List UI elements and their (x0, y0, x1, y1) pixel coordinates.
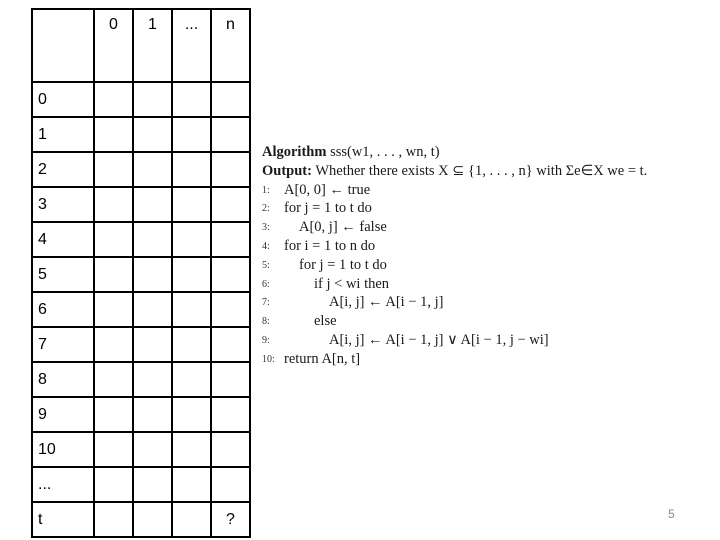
column-header: 1 (133, 9, 172, 82)
row-header: 9 (32, 397, 94, 432)
table-cell (172, 82, 211, 117)
table-cell (211, 362, 250, 397)
table-cell (172, 257, 211, 292)
algorithm-line (262, 256, 712, 275)
table-cell (133, 502, 172, 537)
table-cell (94, 82, 133, 117)
output-text: Whether there exists X ⊆ {1, . . . , n} with Σe∈X we = t. (315, 162, 648, 179)
row-header: 1 (32, 117, 94, 152)
table-cell (133, 467, 172, 502)
line-number: 5: (262, 259, 270, 271)
line-text: A[0, j] ← false (299, 219, 387, 236)
table-cell (211, 257, 250, 292)
line-number: 1: (262, 184, 270, 196)
dp-table-body (32, 9, 250, 537)
algorithm-line (262, 312, 712, 331)
table-cell (133, 187, 172, 222)
algorithm-line (262, 199, 712, 218)
table-cell (172, 467, 211, 502)
algorithm-lines (262, 181, 712, 369)
table-cell (133, 362, 172, 397)
table-cell (211, 117, 250, 152)
row-header: 8 (32, 362, 94, 397)
table-row (32, 502, 250, 537)
table-cell (94, 117, 133, 152)
algorithm-header (262, 143, 712, 162)
table-cell (211, 467, 250, 502)
row-header: 4 (32, 222, 94, 257)
table-cell (211, 222, 250, 257)
row-header: 2 (32, 152, 94, 187)
algorithm-line (262, 181, 712, 200)
table-cell (94, 327, 133, 362)
algorithm-output (262, 162, 712, 181)
line-text: else (314, 313, 337, 330)
table-cell (211, 327, 250, 362)
table-cell (133, 152, 172, 187)
line-text: for i = 1 to n do (284, 237, 376, 254)
table-cell (94, 432, 133, 467)
table-cell (172, 117, 211, 152)
table-cell (211, 152, 250, 187)
line-text: if j < wi then (314, 275, 390, 292)
table-cell (133, 257, 172, 292)
algorithm-line (262, 275, 712, 294)
table-cell (94, 187, 133, 222)
line-text: for j = 1 to t do (299, 256, 387, 273)
table-row (32, 432, 250, 467)
table-cell (133, 222, 172, 257)
table-row (32, 82, 250, 117)
table-cell (172, 502, 211, 537)
table-row (32, 257, 250, 292)
table-row (32, 187, 250, 222)
row-header: 6 (32, 292, 94, 327)
table-cell (94, 502, 133, 537)
table-cell (133, 432, 172, 467)
algorithm-line (262, 293, 712, 312)
line-number: 3: (262, 222, 270, 234)
algorithm-line (262, 218, 712, 237)
algorithm-signature: sss(w1, . . . , wn, t) (330, 144, 440, 160)
line-number: 6: (262, 278, 270, 290)
table-cell (172, 187, 211, 222)
table-row (32, 467, 250, 502)
table-row (32, 117, 250, 152)
algorithm-line (262, 331, 712, 350)
table-cell (172, 362, 211, 397)
page-number: 5 (668, 507, 675, 521)
line-text: A[i, j] ← A[i − 1, j] (329, 294, 444, 311)
line-number: 10: (262, 353, 275, 365)
table-cell (133, 327, 172, 362)
row-header: t (32, 502, 94, 537)
table-cell (133, 292, 172, 327)
row-header: 3 (32, 187, 94, 222)
algorithm-line (262, 237, 712, 256)
table-cell (211, 397, 250, 432)
algorithm-block (262, 143, 712, 369)
table-cell (211, 82, 250, 117)
column-header: 0 (94, 9, 133, 82)
line-number: 7: (262, 297, 270, 309)
row-header: 0 (32, 82, 94, 117)
table-row (32, 292, 250, 327)
table-header-row (32, 9, 250, 82)
algorithm-line (262, 350, 712, 369)
table-cell (172, 292, 211, 327)
table-cell (94, 467, 133, 502)
row-header: 7 (32, 327, 94, 362)
line-text: A[0, 0] ← true (284, 181, 371, 198)
row-header: 5 (32, 257, 94, 292)
line-number: 2: (262, 203, 270, 215)
row-header: ... (32, 467, 94, 502)
line-text: return A[n, t] (284, 350, 361, 367)
table-cell (211, 187, 250, 222)
table-row (32, 222, 250, 257)
table-cell (172, 222, 211, 257)
table-cell (133, 397, 172, 432)
algorithm-keyword: Algorithm (262, 144, 327, 160)
table-cell (133, 82, 172, 117)
table-cell (172, 397, 211, 432)
line-text: for j = 1 to t do (284, 200, 372, 217)
table-cell (94, 397, 133, 432)
row-header: 10 (32, 432, 94, 467)
column-header: n (211, 9, 250, 82)
line-number: 8: (262, 316, 270, 328)
table-cell (94, 292, 133, 327)
table-row (32, 152, 250, 187)
output-keyword: Output: (262, 162, 312, 179)
table-cell (172, 432, 211, 467)
table-cell (94, 222, 133, 257)
table-cell (133, 117, 172, 152)
table-row (32, 327, 250, 362)
table-cell: ? (211, 502, 250, 537)
line-text: A[i, j] ← A[i − 1, j] ∨ A[i − 1, j − wi] (329, 331, 549, 348)
table-cell (211, 292, 250, 327)
corner-cell (32, 9, 94, 82)
table-row (32, 362, 250, 397)
table-cell (94, 257, 133, 292)
table-cell (172, 152, 211, 187)
dp-table (31, 8, 251, 538)
table-cell (94, 362, 133, 397)
line-number: 4: (262, 240, 270, 252)
table-row (32, 397, 250, 432)
table-cell (94, 152, 133, 187)
line-number: 9: (262, 334, 270, 346)
table-cell (211, 432, 250, 467)
table-cell (172, 327, 211, 362)
column-header: ... (172, 9, 211, 82)
